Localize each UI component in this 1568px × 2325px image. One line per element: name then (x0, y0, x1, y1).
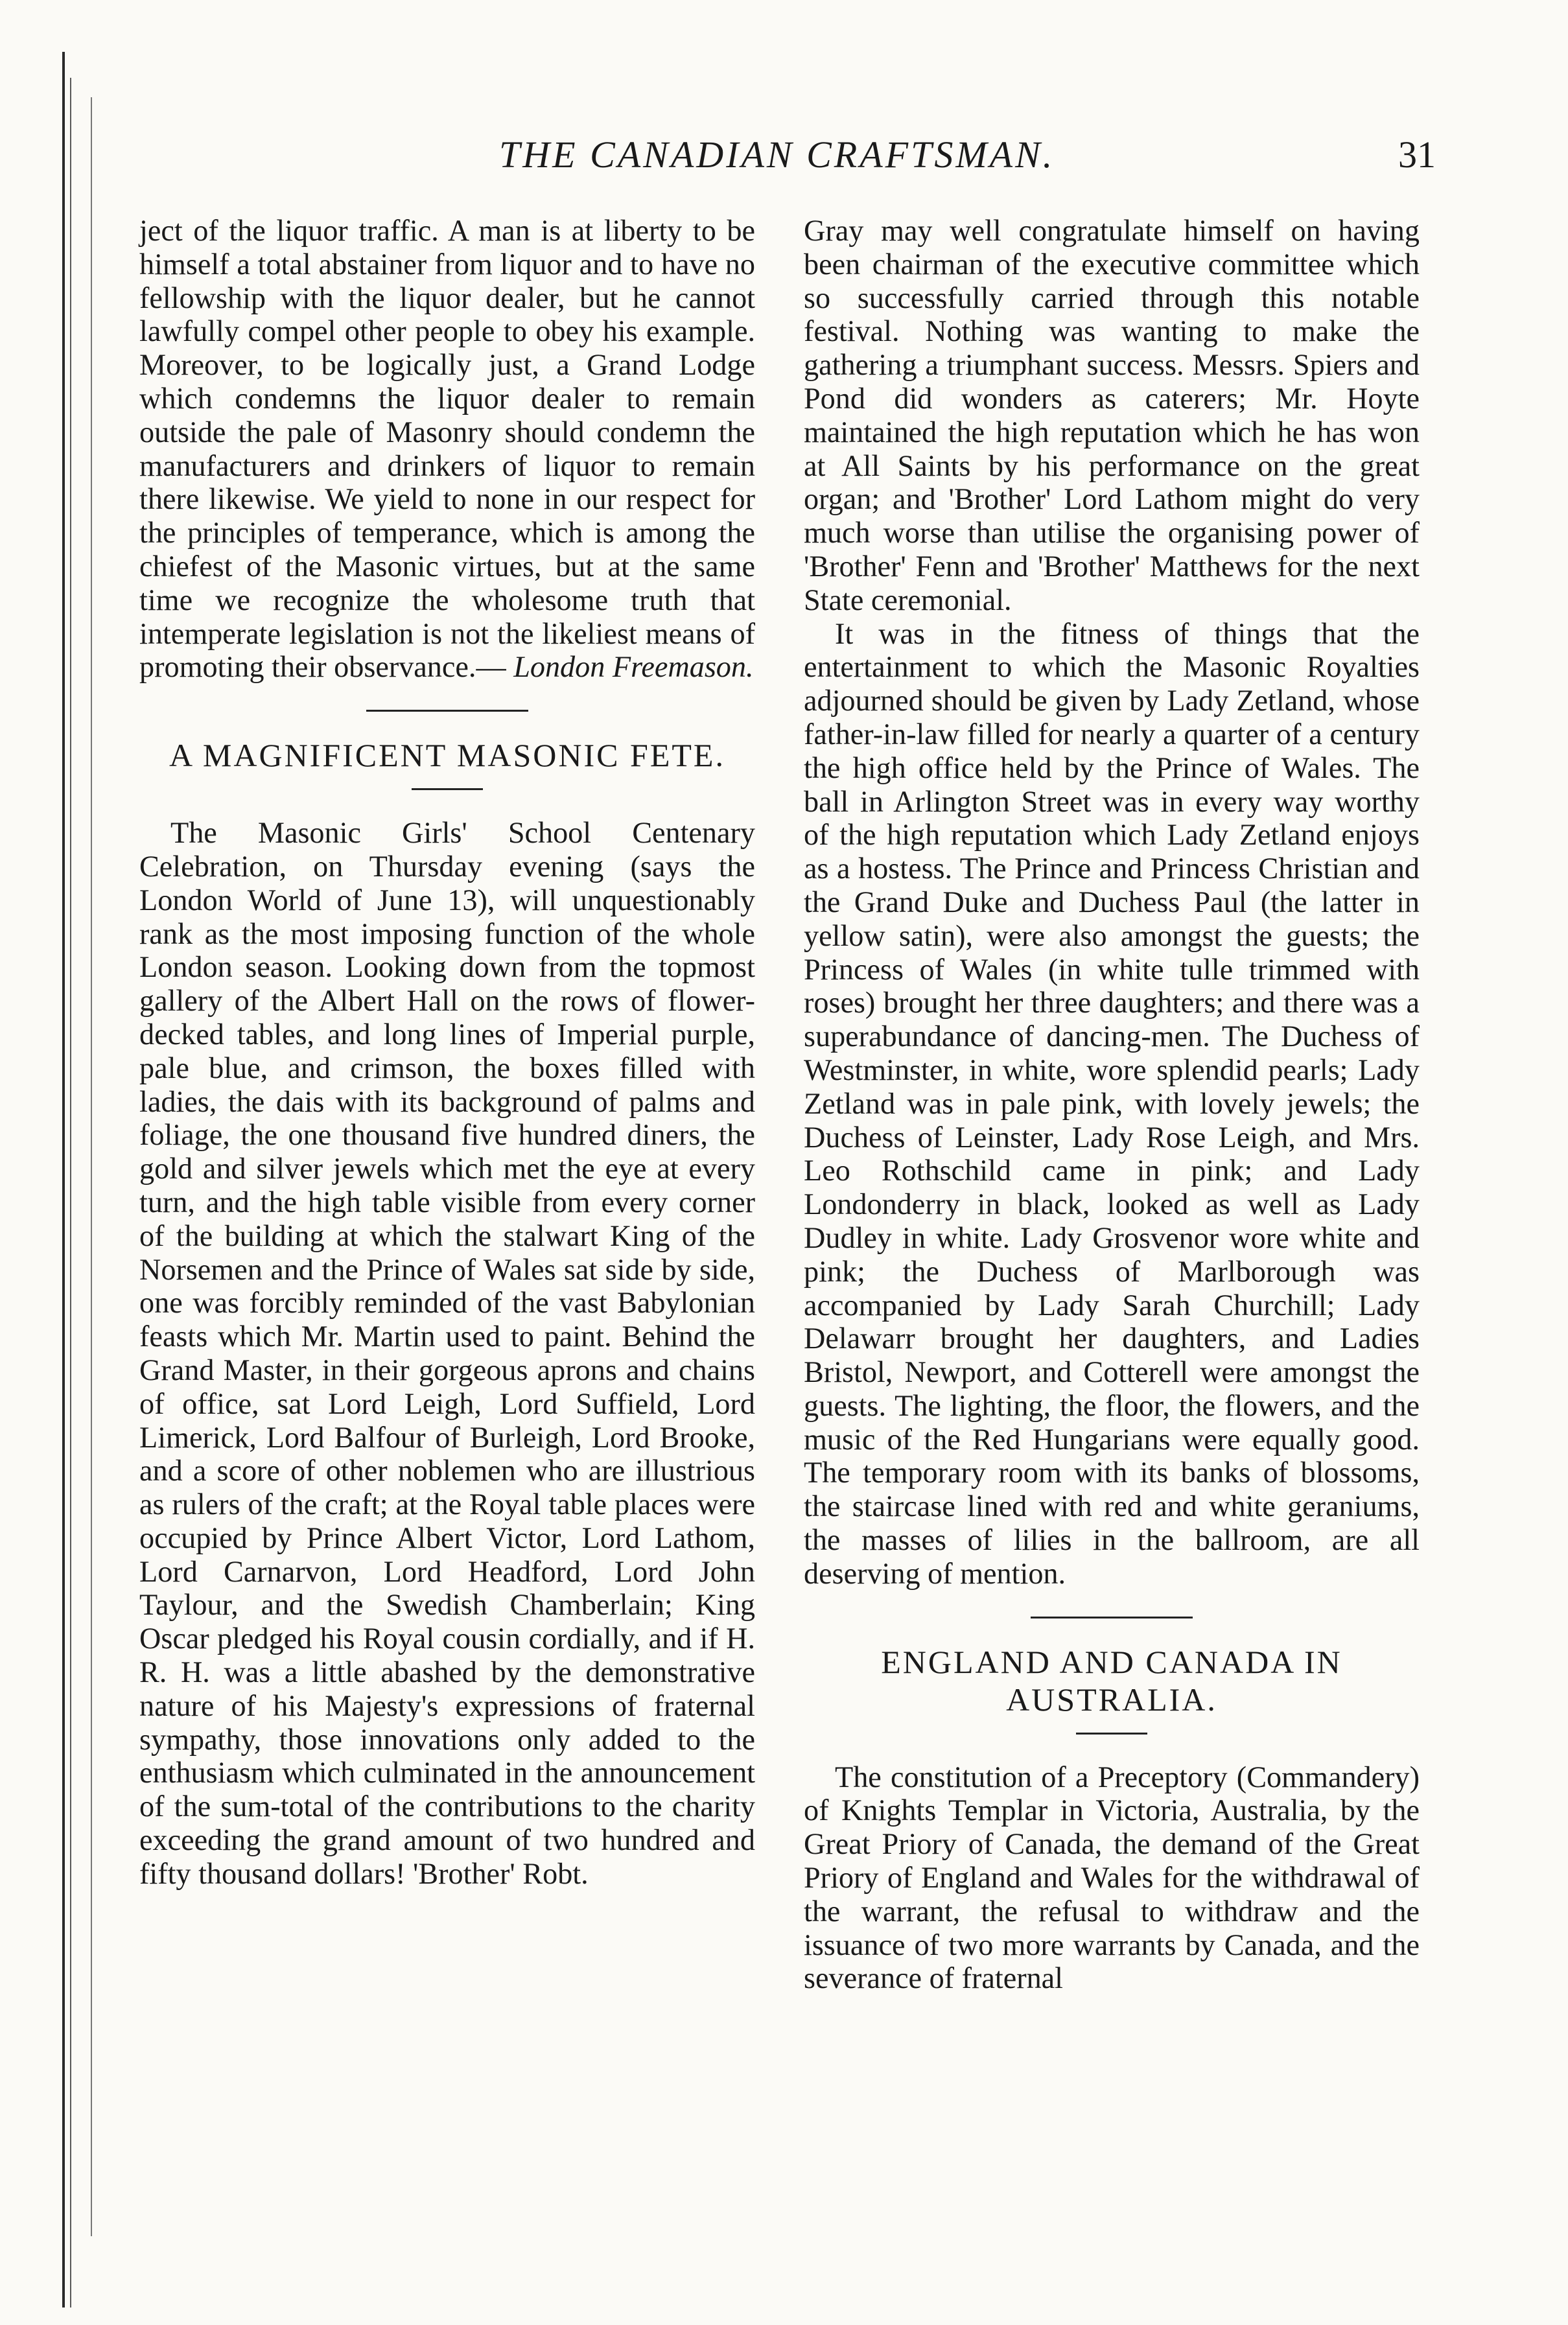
article-heading-masonic-fete: A MAGNIFICENT MASONIC FETE. (169, 737, 725, 774)
zetland-ball-paragraph: It was in the fitness of things that the entertainment to which the Masonic Royalties adjourned should be given by Lady Zetland, whose father-in-law filled for nearly a quarter of a century the high office held by the Prince of Wales. The ball in Arlington Street was in every way worthy of the high reputation which Lady Zetland enjoys as a hostess. The Prince and Princess Christian and the Grand Duke and Duchess Paul (the latter in yellow satin), were also amongst the guests; the Princess of Wales (in white tulle trimmed with roses) brought her three daughters; and there was a superabundance of dancing-men. The Duchess of Westminster, in white, wore splendid pearls; Lady Zetland was in pale pink, with lovely jewels; the Duchess of Leinster, Lady Rose Leigh, and Mrs. Leo Rothschild came in pink; and Lady Londonderry in black, looked as well as Lady Dudley in white. Lady Grosvenor wore white and pink; the Duchess of Marlborough was accompanied by Lady Sarah Churchill; Lady Delawarr brought her daughters, and Ladies Bristol, Newport, and Cotterell were amongst the guests. The lighting, the floor, the flowers, and the music of the Red Hungarians were equally good. The temporary room with its banks of blossoms, the staircase lined with red and white geraniums, the masses of lilies in the ballroom, are all deserving of mention. (804, 616, 1420, 1590)
temperance-paragraph (139, 214, 755, 684)
section-divider (366, 710, 528, 712)
page-binding-edge (0, 0, 97, 2325)
running-header (139, 120, 1436, 191)
masonic-fete-paragraph: The Masonic Girls' School Centenary Celebration, on Thursday evening (says the London World of June 13), will unquestionably rank as the most imposing function of the whole London season. Looking down from the topmost gallery of the Albert Hall on the rows of flower-decked tables, and long lines of Imperial purple, pale blue, and crimson, the boxes filled with ladies, the dais with its background of palms and foliage, the one thousand five hundred diners, the gold and silver jewels which met the eye at every turn, and the high table visible from every corner of the building at which the stalwart King of the Norsemen and the Prince of Wales sat side by side, one was forcibly reminded of the vast Babylonian feasts which Mr. Martin used to paint. Behind the Grand Master, in their gorgeous aprons and chains of office, sat Lord Leigh, Lord Suffield, Lord Limerick, Lord Balfour of Burleigh, Lord Brooke, and a score of other noblemen who are illustrious as rulers of the craft; at the Royal table places were occupied by Prince Albert Victor, Lord Lathom, Lord Carnarvon, Lord Headford, Lord John Taylour, and the Swedish Chamberlain; King Oscar pledged his Royal cousin cordially, and if H. R. H. was a little abashed by the demonstrative nature of his Majesty's expressions of fraternal sympathy, those innovations only added to the enthusiasm which culminated in the announcement of the sum-total of the contributions to the charity exceeding the grand amount of two hundred and fifty thousand dollars! 'Brother' Robt. (139, 816, 755, 1890)
heading-underline (412, 788, 483, 790)
fete-continued-paragraph: Gray may well congratulate himself on having been chairman of the executive committee which so successfully carried through this notable festival. Nothing was wanting to make the gathering a triumphant success. Messrs. Spiers and Pond did wonders as caterers; Mr. Hoyte maintained the high reputation which he has won at All Saints by his performance on the great organ; and 'Brother' Lord Lathom might do very much worse than utilise the organising power of 'Brother' Fenn and 'Brother' Matthews for the next State ceremonial. (804, 214, 1420, 616)
temperance-text: ject of the liquor traffic. A man is at liberty to be himself a total abstainer from liquor and to have no fellowship with the liquor dealer, but he cannot lawfully compel other people to obey his example. Moreover, to be logically just, a Grand Lodge which condemns the liquor dealer to remain outside the pale of Masonry should condemn the manufacturers and drinkers of liquor to remain there likewise. We yield to none in our respect for the principles of temperance, which is among the chiefest of the Masonic virtues, but at the same time we recognize the wholesome truth that intemperate legislation is not the likeliest means of promoting their observance.— (139, 214, 755, 684)
publication-title: THE CANADIAN CRAFTSMAN. (499, 134, 1055, 176)
left-column (139, 214, 755, 1891)
article-heading-england-canada: ENGLAND AND CANADA IN AUSTRALIA. (881, 1643, 1342, 1718)
source-signature: London Freemason. (513, 650, 754, 684)
page-number: 31 (1398, 134, 1436, 176)
preceptory-paragraph: The constitution of a Preceptory (Commandery) of Knights Templar in Victoria, Australia, by the Great Priory of Canada, the demand of the Great Priory of England and Wales for the withdrawal of the warrant, the refusal to withdraw and the issuance of two more warrants by Canada, and the severance of fraternal (804, 1760, 1420, 1995)
right-column (804, 214, 1420, 1995)
section-divider (1031, 1617, 1193, 1618)
heading-underline (1076, 1733, 1147, 1735)
